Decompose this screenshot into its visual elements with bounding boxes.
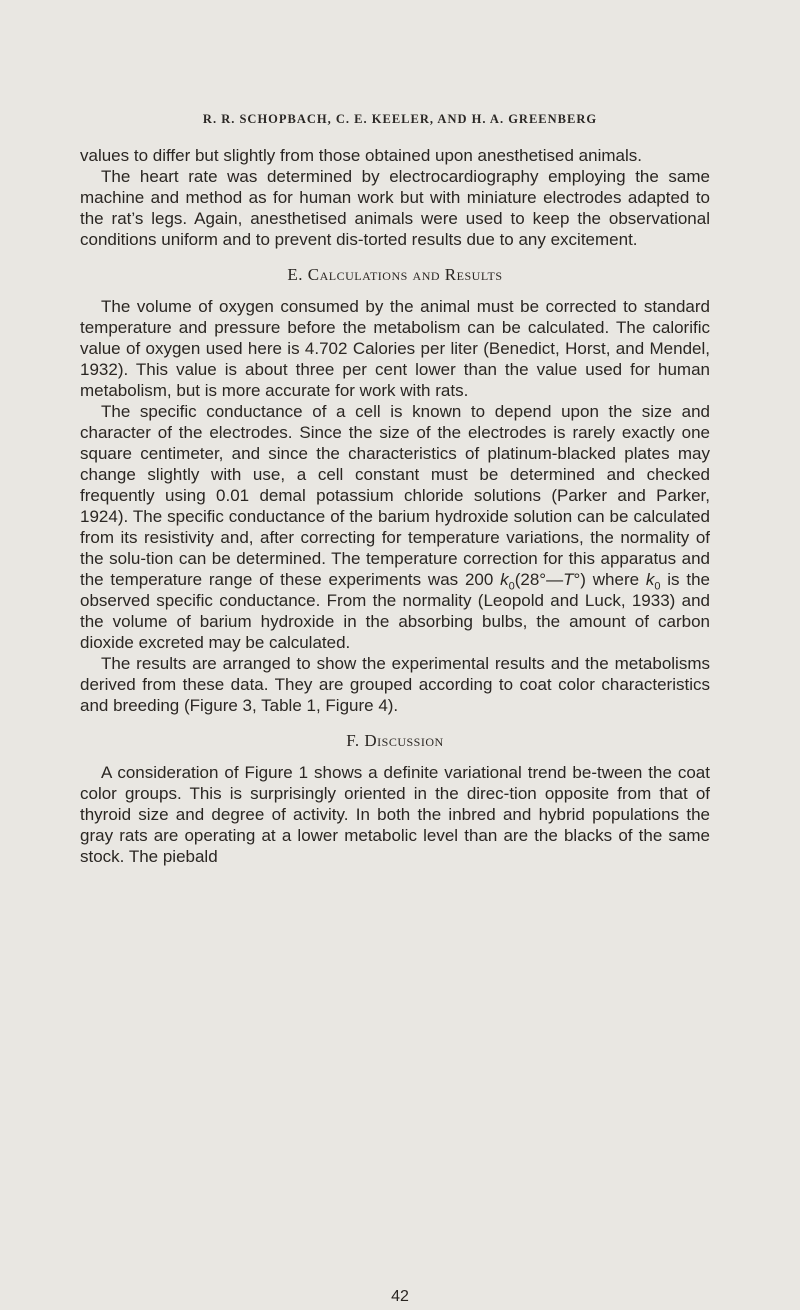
section-heading-e: E. Calculations and Results xyxy=(287,265,503,284)
subscript-zero: 0 xyxy=(508,580,515,593)
paragraph-2: The heart rate was determined by electrocardiography employing the same machine and method as for human work but with miniature electrodes adapted to the rat’s legs. Again, anesthetised animals were used to keep the observational conditions uniform and to prevent dis-torted results due to any excitement. xyxy=(80,167,710,249)
paragraph-4-part-a: The specific conductance of a cell is known to depend upon the size and character of the electrodes. Since the size of the electrodes is rarely exactly one square centimeter, and since the characteristics of platinum-blacked plates may change slightly with use, a cell constant must be determined and checked frequently using 0.01 demal potassium chloride solutions (Parker and Parker, 1924). The specific conductance of the barium hydroxide solution can be calculated from its resistivity and, after correcting for temperature variations, the normality of the solu-tion can be determined. The temperature correction for this apparatus and the temperature range of these experiments was 200 xyxy=(80,402,710,589)
section-heading-f: F. Discussion xyxy=(346,731,444,750)
paragraph-4 xyxy=(80,401,710,653)
paragraph-4-part-c: °) where xyxy=(573,570,646,589)
paragraph-3: The volume of oxygen consumed by the animal must be corrected to standard temperature and pressure before the metabolism can be calculated. The calorific value of oxygen used here is 4.702 Calories per liter (Benedict, Horst, and Mendel, 1932). This value is about three per cent lower than the value used for human metabolism, but is more accurate for work with rats. xyxy=(80,297,710,400)
paragraph-5: The results are arranged to show the experimental results and the metabolisms derived from these data. They are grouped according to coat color characteristics and breeding (Figure 3, Table 1, Figure 4). xyxy=(80,654,710,715)
page-number: 42 xyxy=(391,1288,409,1305)
body-text xyxy=(80,145,710,867)
symbol-k: k xyxy=(500,570,509,589)
symbol-k-2: k xyxy=(645,570,655,589)
paragraph-1: values to differ but slightly from those obtained upon anesthetised animals. xyxy=(80,146,642,165)
symbol-t: T xyxy=(563,570,574,589)
running-head: R. R. SCHOPBACH, C. E. KEELER, AND H. A. GREENBERG xyxy=(202,112,598,126)
paragraph-4-part-d: is the observed specific conductance. From the normality (Leopold and Luck, 1933) and the volume of barium hydroxide in the absorbing bulbs, the amount of carbon dioxide excreted may be calculated. xyxy=(80,570,710,652)
subscript-zero-2: 0 xyxy=(654,580,661,593)
paragraph-6: A consideration of Figure 1 shows a definite variational trend be-tween the coat color groups. This is surprisingly oriented in the direc-tion opposite from that of thyroid size and degree of activity. In both the inbred and hybrid populations the gray rats are operating at a lower metabolic level than are the blacks of the same stock. The piebald xyxy=(80,763,710,866)
paragraph-4-part-b: (28°— xyxy=(514,570,564,589)
